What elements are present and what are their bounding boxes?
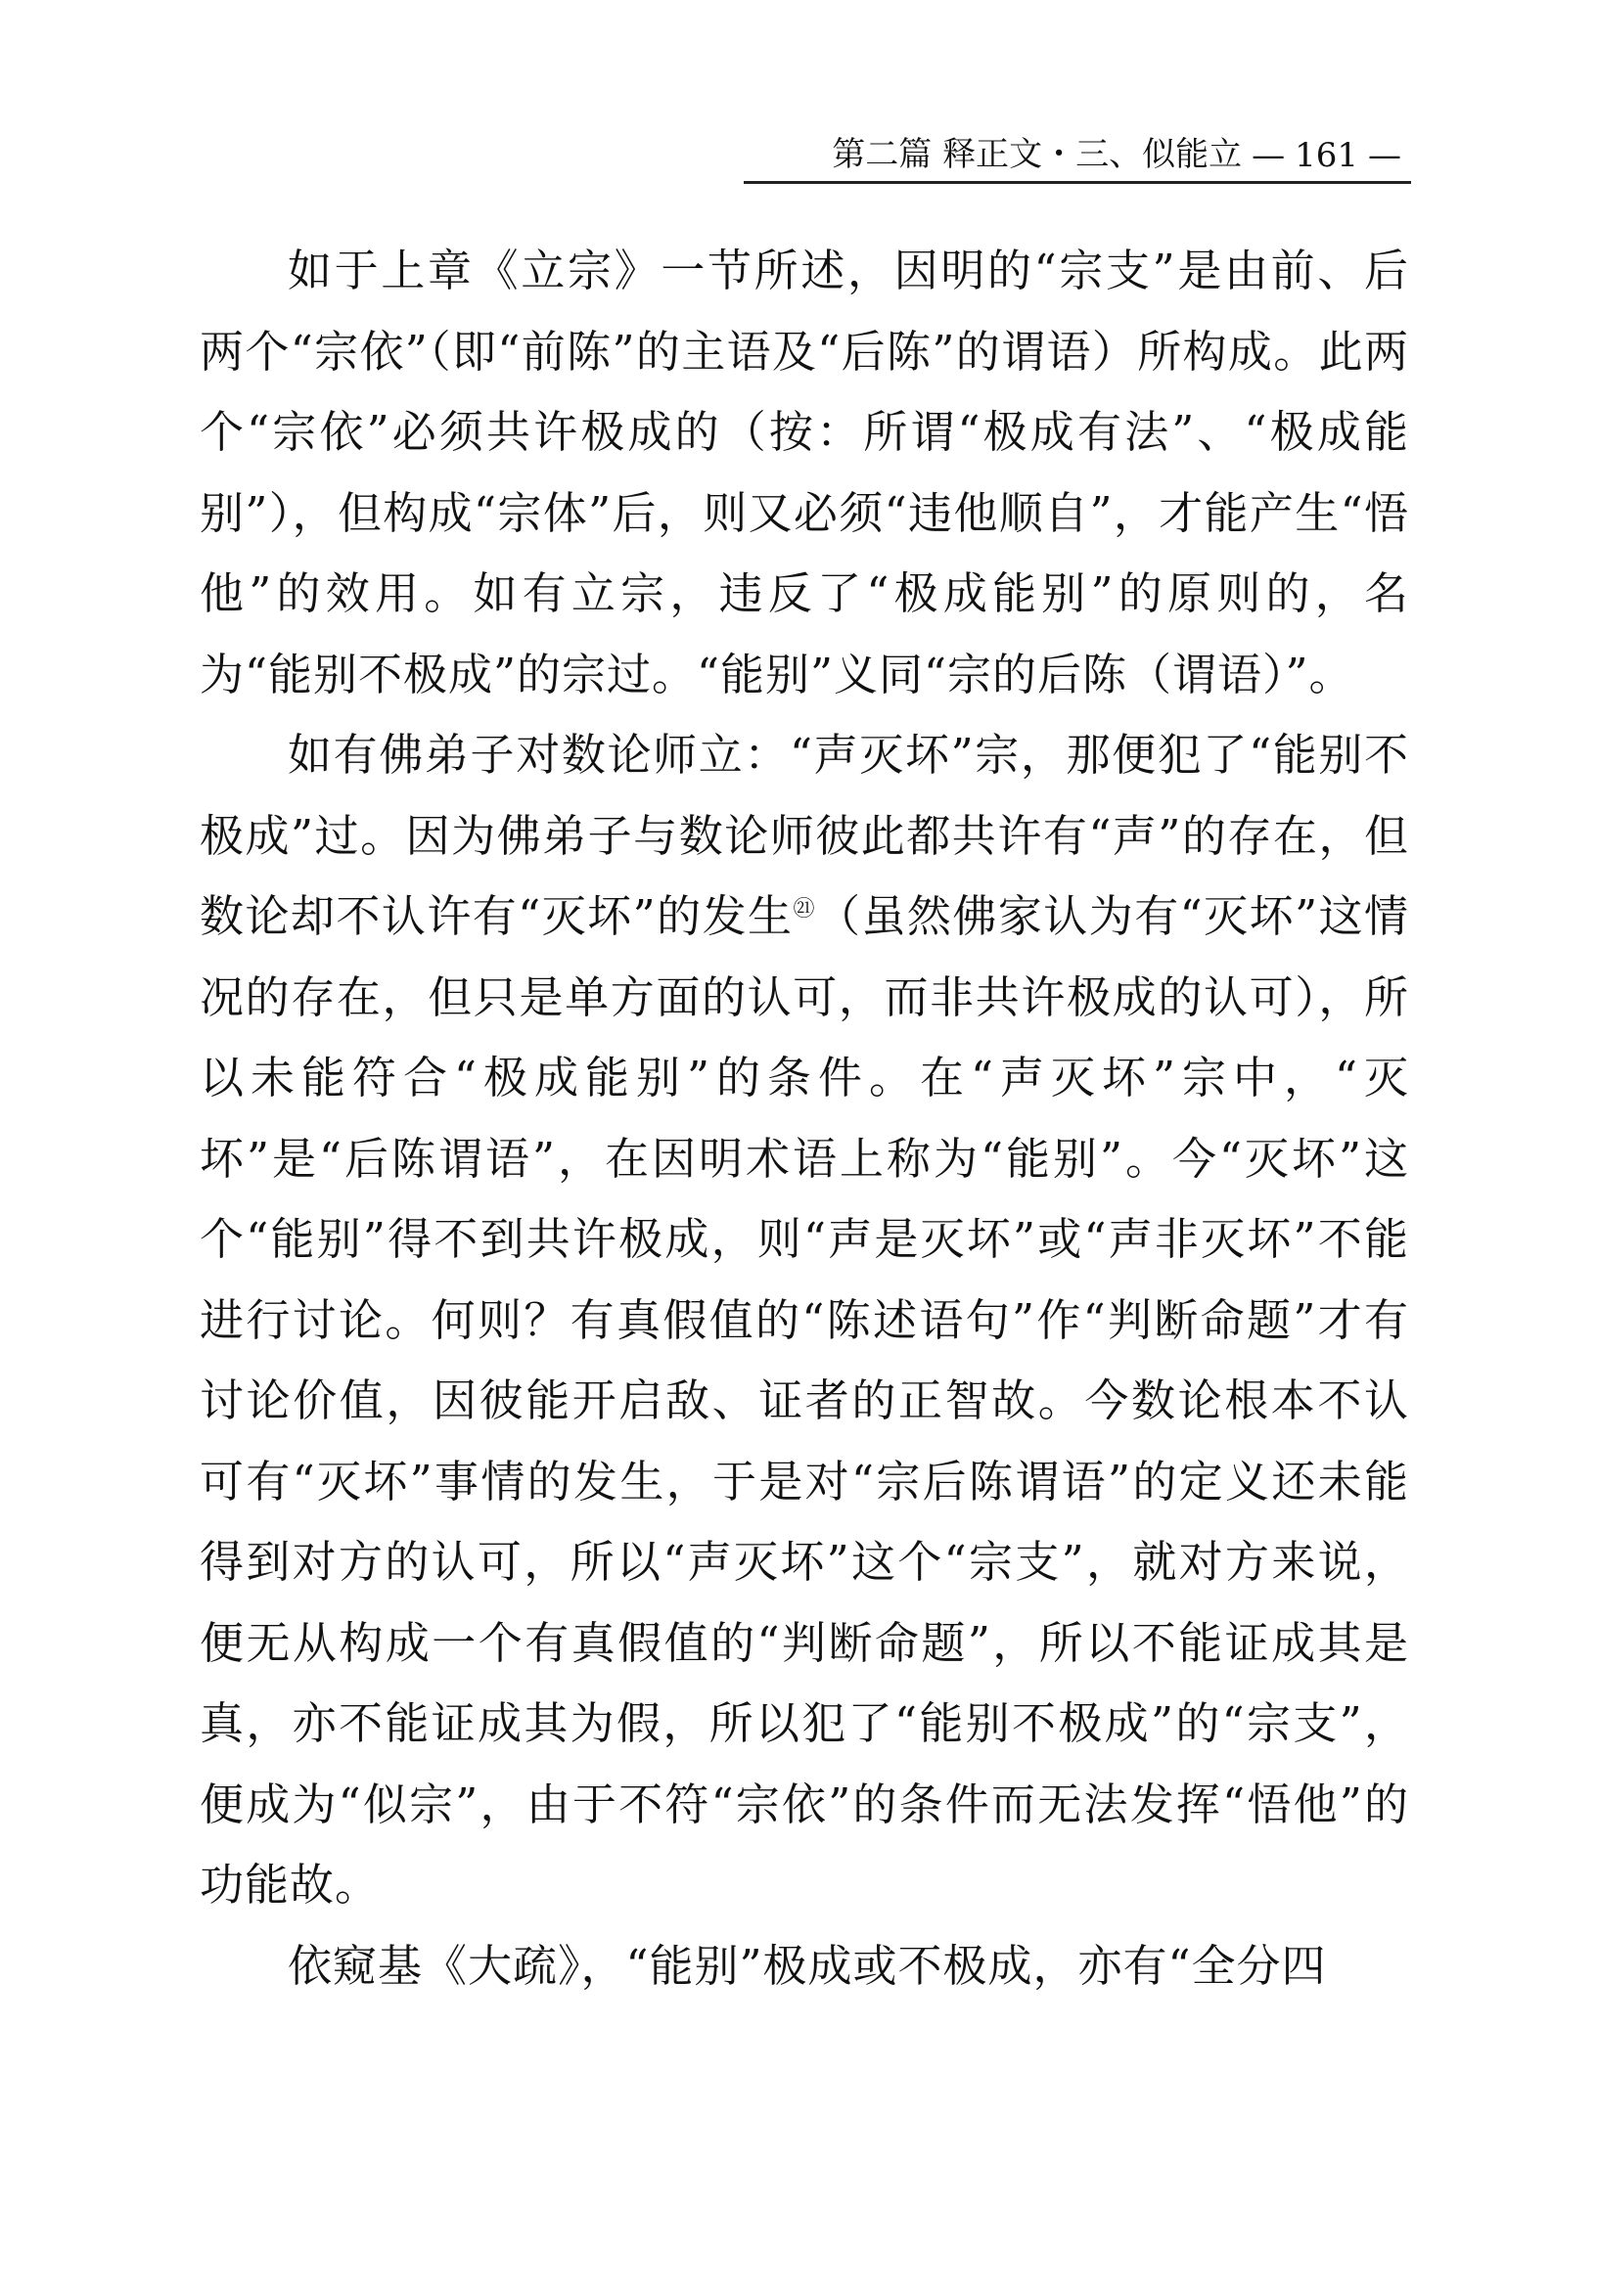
header-dash-left: — xyxy=(1252,136,1286,175)
paragraph-2 xyxy=(200,715,1409,1926)
header-section-title: 第二篇 释正文・三、似能立 xyxy=(832,135,1243,174)
header-page-number: 161 xyxy=(1295,136,1358,175)
paragraph-3: 依窥基《大疏》，“能别”极成或不极成，亦有“全分四 xyxy=(288,1939,1327,1992)
running-header xyxy=(744,127,1411,184)
paragraph-2-part-1: 如有佛弟子对数论师立：“声灭坏”宗，那便犯了“能别不极成”过。因为佛弟子与数论师彼此都共许有“声”的存在，但数论却不认许有“灭坏”的发生 xyxy=(200,729,1409,942)
body-text xyxy=(200,231,1409,2006)
footnote-marker[interactable]: ㉑ xyxy=(793,897,816,922)
paragraph-2-part-2: （虽然佛家认为有“灭坏”这情况的存在，但只是单方面的认可，而非共许极成的认可），所以未能符合“极成能别”的条件。在“声灭坏”宗中，“灭坏”是“后陈谓语”，在因明术语上称为“能别”。今“灭坏”这个“能别”得不到共许极成，则“声是灭坏”或“声非灭坏”不能进行讨论。何则？有真假值的“陈述语句”作“判断命题”才有讨论价值，因彼能开启敌、证者的正智故。今数论根本不认可有“灭坏”事情的发生，于是对“宗后陈谓语”的定义还未能得到对方的认可，所以“声灭坏”这个“宗支”，就对方来说，便无从构成一个有真假值的“判断命题”，所以不能证成其是真，亦不能证成其为假，所以犯了“能别不极成”的“宗支”，便成为“似宗”，由于不符“宗依”的条件而无法发挥“悟他”的功能故。 xyxy=(200,890,1409,1911)
header-dash-right: — xyxy=(1368,136,1401,175)
paragraph-1: 如于上章《立宗》一节所述，因明的“宗支”是由前、后两个“宗依”（即“前陈”的主语及“后陈”的谓语）所构成。此两个“宗依”必须共许极成的（按：所谓“极成有法”、“极成能别”），但构成“宗体”后，则又必须“违他顺自”，才能产生“悟他”的效用。如有立宗，违反了“极成能别”的原则的，名为“能别不极成”的宗过。“能别”义同“宗的后陈（谓语）”。 xyxy=(200,245,1409,700)
